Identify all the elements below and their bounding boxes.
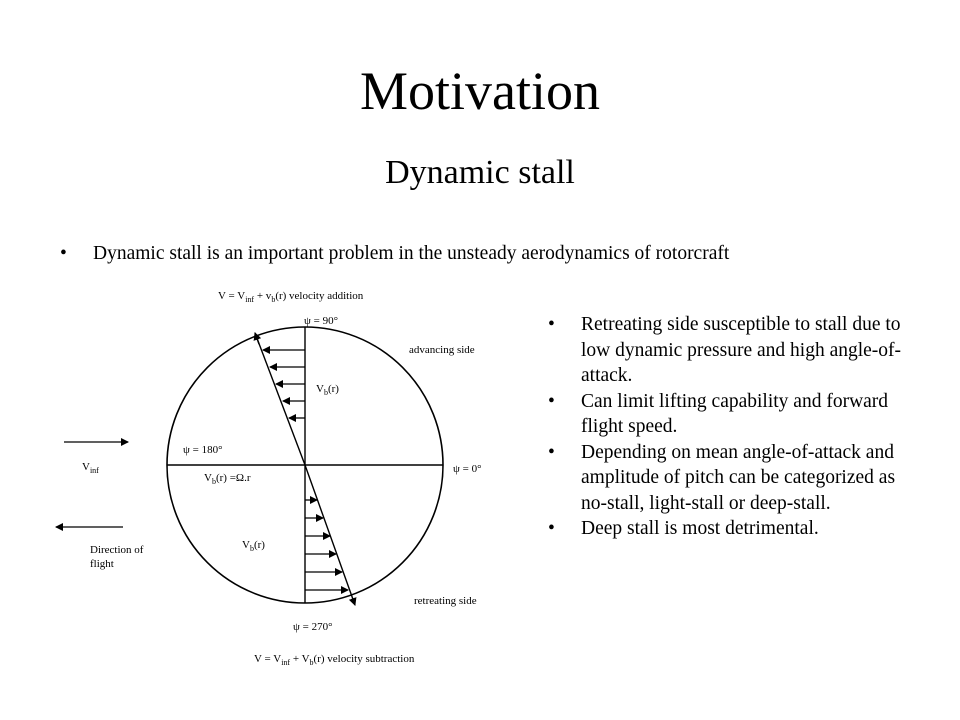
intro-bullet-text: Dynamic stall is an important problem in the unsteady aerodynamics of rotorcraft	[93, 243, 730, 264]
list-item	[548, 312, 918, 389]
psi-0-label: ψ = 0°	[453, 463, 482, 475]
lower-velocity-arrows	[305, 500, 348, 590]
retreating-side-label: retreating side	[414, 595, 477, 607]
advancing-side-label: advancing side	[409, 344, 475, 356]
list-item	[548, 516, 918, 542]
vb-upper-label: $V_b(r)$	[316, 383, 339, 397]
vinf-label: $V_{inf}$	[82, 461, 99, 475]
bullet-list	[548, 312, 918, 542]
bullet-text: Deep stall is most detrimental.	[581, 518, 819, 539]
psi-270-label: ψ = 270°	[293, 621, 333, 633]
list-item	[548, 389, 918, 440]
bullet-dot: •	[548, 518, 555, 539]
bottom-velocity-equation: $V = V_{inf} + V_b(r)$ velocity subtraction	[254, 653, 415, 667]
direction-of-flight-label: Direction of flight	[90, 544, 144, 570]
bullet-dot: •	[548, 390, 555, 412]
top-velocity-equation: $V = V_{inf} + v_b(r)$ velocity addition	[218, 290, 364, 304]
rotor-disk-diagram	[0, 280, 520, 670]
list-item	[548, 440, 918, 517]
vb-lower-label: $V_b(r)$	[242, 539, 265, 553]
slide-subtitle: Dynamic stall	[385, 154, 575, 191]
intro-bullet	[60, 240, 940, 268]
velocity-profile-lower	[305, 465, 355, 605]
bullet-dot: •	[60, 243, 67, 264]
bullet-text: Can limit lifting capability and forward flight speed.	[581, 390, 889, 437]
psi-90-label: ψ = 90°	[304, 315, 338, 327]
velocity-profile-upper	[255, 333, 305, 465]
bullet-text: Retreating side susceptible to stall due to low dynamic pressure and high angle-of-attack.	[581, 314, 902, 386]
vb-equation-label: $V_b(r) =\Omega.r$	[204, 472, 251, 486]
psi-180-label: ψ = 180°	[183, 444, 223, 456]
bullet-text: Depending on mean angle-of-attack and amplitude of pitch can be categorized as no-stall, light-stall or deep-stall.	[581, 441, 896, 514]
bullet-dot: •	[548, 441, 555, 463]
slide-title: Motivation	[360, 61, 600, 121]
bullet-dot: •	[548, 314, 555, 335]
